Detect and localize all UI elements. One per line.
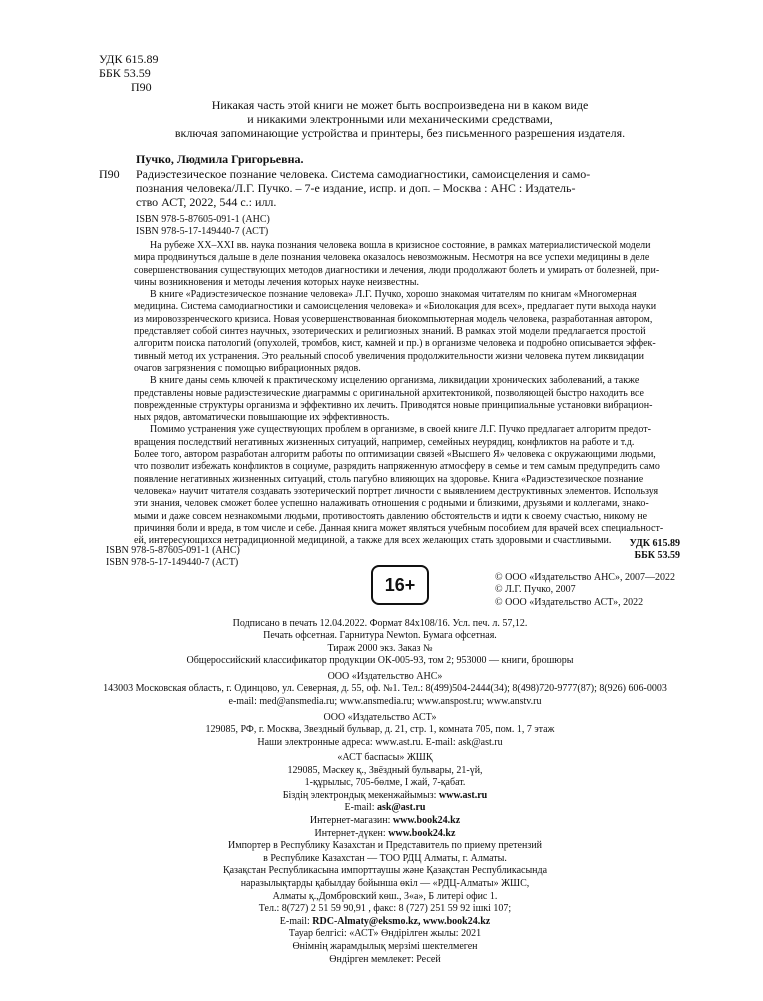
- udk-bbk-right: [560, 538, 680, 563]
- author-mark: П90: [131, 80, 152, 94]
- kz-email: RDC-Almaty@eksmo.kz, www.book24.kz: [312, 915, 491, 927]
- copyright-notice: [120, 98, 680, 140]
- title-block: [136, 167, 676, 209]
- udk-code: УДК 615.89: [629, 538, 680, 549]
- publisher-address: 129085, РФ, г. Москва, Звездный бульвар, д. 21, стр. 1, комната 705, пом. 1, 7 этаж: [205, 724, 555, 736]
- abstract-line: эти знания, человек сможет более успешно налаживать отношения с родными и близкими, друзьями и коллегами, знако-: [134, 498, 649, 510]
- abstract-line: алгоритм поиска патологий (опухолей, тромбов, кист, камней и пр.) в организме человека и подробно описывается эффек-: [134, 338, 656, 350]
- abstract-line: очагов загрязнения с помощью вибрационных рядов.: [134, 362, 361, 374]
- publisher-name: ООО «Издательство АНС»: [327, 671, 443, 682]
- author-name: Пучко, Людмила Григорьевна.: [136, 152, 304, 166]
- abstract-line: появление негативных жизненных ситуаций, столь пагубно влияющих на здоровье. Книга «Радиэстезическое познание: [134, 473, 644, 485]
- kz-line: в Республике Казахстан — ТОО РДЦ Алматы, г. Алматы.: [263, 852, 507, 864]
- abstract-line: Помимо устранения уже существующих проблем в организме, в своей книге Л.Г. Пучко предлагает алгоритм предот-: [150, 424, 651, 436]
- abstract-line: вращения последствий негативных жизненных ситуаций, например, семейных неурядиц, конфликтов на работе и т.д.: [134, 436, 635, 448]
- kz-line: [180, 815, 590, 828]
- publisher-ans: [80, 671, 690, 708]
- kz-label: Интернет-магазин:: [309, 814, 393, 826]
- kz-line: [180, 802, 590, 815]
- abstract-line: чины возникновения и методы лечения которых науке неизвестны.: [134, 276, 420, 288]
- author-mark-left: П90: [99, 167, 120, 181]
- print-line: Печать офсетная. Гарнитура Newton. Бумага офсетная.: [263, 630, 497, 642]
- print-line: Тираж 2000 экз. Заказ №: [327, 642, 433, 654]
- kz-line: Тел.: 8(727) 2 51 59 90,91 , факс: 8 (727) 251 59 92 ішкі 107;: [258, 903, 512, 915]
- abstract-line: представлены новые радиэстезические диаграммы с оригинальной архитектоникой, позволяющей быстро находить все: [134, 387, 644, 399]
- copyrights: [495, 572, 675, 609]
- abstract-line: ных рядов, автоматически повышающие их эффективность.: [134, 412, 390, 424]
- abstract-line: Более того, автором разработан алгоритм работы по оптимизации связей «Высшего Я» человека с окружающими людьми,: [134, 449, 656, 461]
- kazakhstan-block: [180, 752, 590, 966]
- title-line: познания человека/Л.Г. Пучко. – 7-е издание, испр. и доп. – Москва : АНС : Издатель-: [136, 181, 576, 195]
- publisher-contacts: e-mail: med@ansmedia.ru; www.ansmedia.ru; www.anspost.ru; www.anstv.ru: [228, 695, 542, 707]
- abstract-line: ей, интересующихся нетрадиционной медициной, а также для всех желающих стать здоровыми и счастливыми.: [134, 535, 612, 547]
- abstract-line: На рубеже XX–XXI вв. наука познания человека вошла в кризисное состояние, в рамках материалистической модели: [150, 240, 651, 251]
- kz-line: Алматы қ.,Домбровский көш., 3«а», Б литері офис 1.: [272, 890, 498, 902]
- kz-line: [180, 916, 590, 929]
- kz-line: Импортер в Республику Казахстан и Представитель по приему претензий: [228, 840, 542, 852]
- copyright-line: © ООО «Издательство АСТ», 2022: [495, 596, 644, 608]
- kz-line: [180, 828, 590, 841]
- abstract-line: мыми и даже совсем незнакомыми людьми, противостоять давлению обстоятельств и идти к своему счастью, никому не: [134, 510, 648, 522]
- abstract-line: совершенствования существующих методов диагностики и лечения, люди продолжают болеть и умирать от болезней, при-: [134, 264, 660, 276]
- kz-shop: www.book24.kz: [392, 814, 461, 826]
- kz-line: 129085, Мәскеу қ., Звёздный бульвары, 21-үй,: [287, 764, 483, 776]
- kz-line: Тауар белгісі: «АСТ» Өндірілген жылы: 2021: [288, 928, 482, 940]
- isbn-bottom: [106, 545, 240, 570]
- bbk-code: ББК 53.59: [634, 550, 680, 562]
- kz-website: www.ast.ru: [438, 789, 488, 801]
- kz-line: Өндірген мемлекет: Ресей: [329, 953, 441, 965]
- isbn-ans: ISBN 978-5-87605-091-1 (АНС): [136, 214, 270, 225]
- classification-block: [99, 52, 158, 94]
- kz-shop: www.book24.kz: [388, 827, 456, 839]
- abstract-line: причиняя боли и вреда, в том числе и себе. Данная книга может являться учебным пособием для врачей всех специальност-: [134, 522, 664, 534]
- print-line: Общероссийский классификатор продукции ОК-005-93, том 2; 953000 — книги, брошюры: [186, 654, 574, 666]
- kz-label: Біздің электрондық мекенжайымыз:: [282, 789, 439, 801]
- isbn-ans: ISBN 978-5-87605-091-1 (АНС): [106, 545, 240, 556]
- publisher-name: ООО «Издательство АСТ»: [323, 712, 437, 723]
- abstract-line: поврежденные структуры организма и эффективно их лечить. Приводятся новые принципиальные установки вибрацион-: [134, 399, 653, 411]
- abstract-line: человека» научит читателя создавать эзотерический портрет личности с выявлением деструктивных элементов. Используя: [134, 485, 659, 497]
- isbn-top: [136, 214, 270, 239]
- notice-line: и никакими электронными или механическими средствами,: [247, 112, 553, 126]
- kz-line: «АСТ баспасы» ЖШҚ: [337, 752, 433, 763]
- kz-label: Интернет-дүкен:: [314, 827, 389, 839]
- kz-line: Өнімнің жарамдылық мерзімі шектелмеген: [292, 940, 478, 952]
- abstract-line: В книге «Радиэстезическое познание человека» Л.Г. Пучко, хорошо знакомая читателям по книгам «Многомерная: [150, 289, 637, 301]
- kz-line: Қазақстан Республикасына импорттаушы және Қазақстан Республикасында: [222, 865, 548, 877]
- abstract-line: тивный метод их устранения. Это реальный способ увеличения продолжительности жизни человека путем ликвидации: [134, 350, 645, 362]
- age-rating-badge: 16+: [371, 565, 429, 605]
- abstract: [134, 240, 679, 547]
- abstract-line: В книге даны семь ключей к практическому исцелению организма, ликвидации хронических заболеваний, а также: [150, 375, 640, 387]
- abstract-line: что позволит избежать конфликтов в социуме, разрядить напряженную атмосферу в семье и тем самым предупредить само: [134, 461, 660, 473]
- copyright-line: © Л.Г. Пучко, 2007: [495, 584, 576, 596]
- publisher-address: 143003 Московская область, г. Одинцово, ул. Северная, д. 55, оф. №1. Тел.: 8(499)504-2444(34); 8(498)720-9777(87); 8(926) 606-0003: [103, 683, 667, 695]
- udk-code: УДК 615.89: [99, 52, 159, 66]
- print-info: [150, 618, 610, 667]
- kz-line: наразылықтарды қабылдау бойынша өкіл — «РДЦ-Алматы» ЖШС,: [240, 877, 530, 889]
- copyright-line: © ООО «Издательство АНС», 2007—2022: [495, 572, 675, 583]
- abstract-line: медицина. Система самодиагностики и самоисцеления человека» и «Биолокация для всех», предлагает пути выхода науки: [134, 301, 657, 313]
- title-line: Радиэстезическое познание человека. Система самодиагностики, самоисцеления и само-: [136, 167, 591, 181]
- abstract-line: из мировоззренческого кризиса. Новая усовершенствованная биокомпьютерная модель человека, разработанная автором,: [134, 313, 653, 325]
- title-line: ство АСТ, 2022, 544 с.: илл.: [136, 195, 277, 209]
- print-line: Подписано в печать 12.04.2022. Формат 84х108/16. Усл. печ. л. 57,12.: [232, 618, 528, 629]
- kz-label: E-mail:: [344, 802, 377, 814]
- publisher-ast: [150, 712, 610, 749]
- kz-email: ask@ast.ru: [377, 802, 426, 814]
- kz-label: E-mail:: [279, 915, 313, 927]
- isbn-ast: ISBN 978-5-17-149440-7 (АСТ): [136, 226, 269, 238]
- isbn-ast: ISBN 978-5-17-149440-7 (АСТ): [106, 557, 239, 569]
- bbk-code: ББК 53.59: [99, 66, 151, 80]
- kz-line: 1-құрылыс, 705-бөлме, I жай, 7-қабат.: [304, 777, 466, 789]
- abstract-line: мира продвинуться дальше в деле познания человека оказалось невозможным. Несмотря на все успехи медицины в деле: [134, 252, 650, 264]
- notice-line: включая запоминающие устройства и принтеры, без письменного разрешения издателя.: [174, 126, 626, 140]
- notice-line: Никакая часть этой книги не может быть воспроизведена ни в каком виде: [211, 98, 589, 112]
- publisher-contacts: Наши электронные адреса: www.ast.ru. E-mail: ask@ast.ru: [257, 736, 503, 748]
- abstract-line: представляет собой синтез научных, эзотерических и религиозных знаний. В рамках этой модели предлагается простой: [134, 326, 646, 338]
- kz-line: [180, 790, 590, 803]
